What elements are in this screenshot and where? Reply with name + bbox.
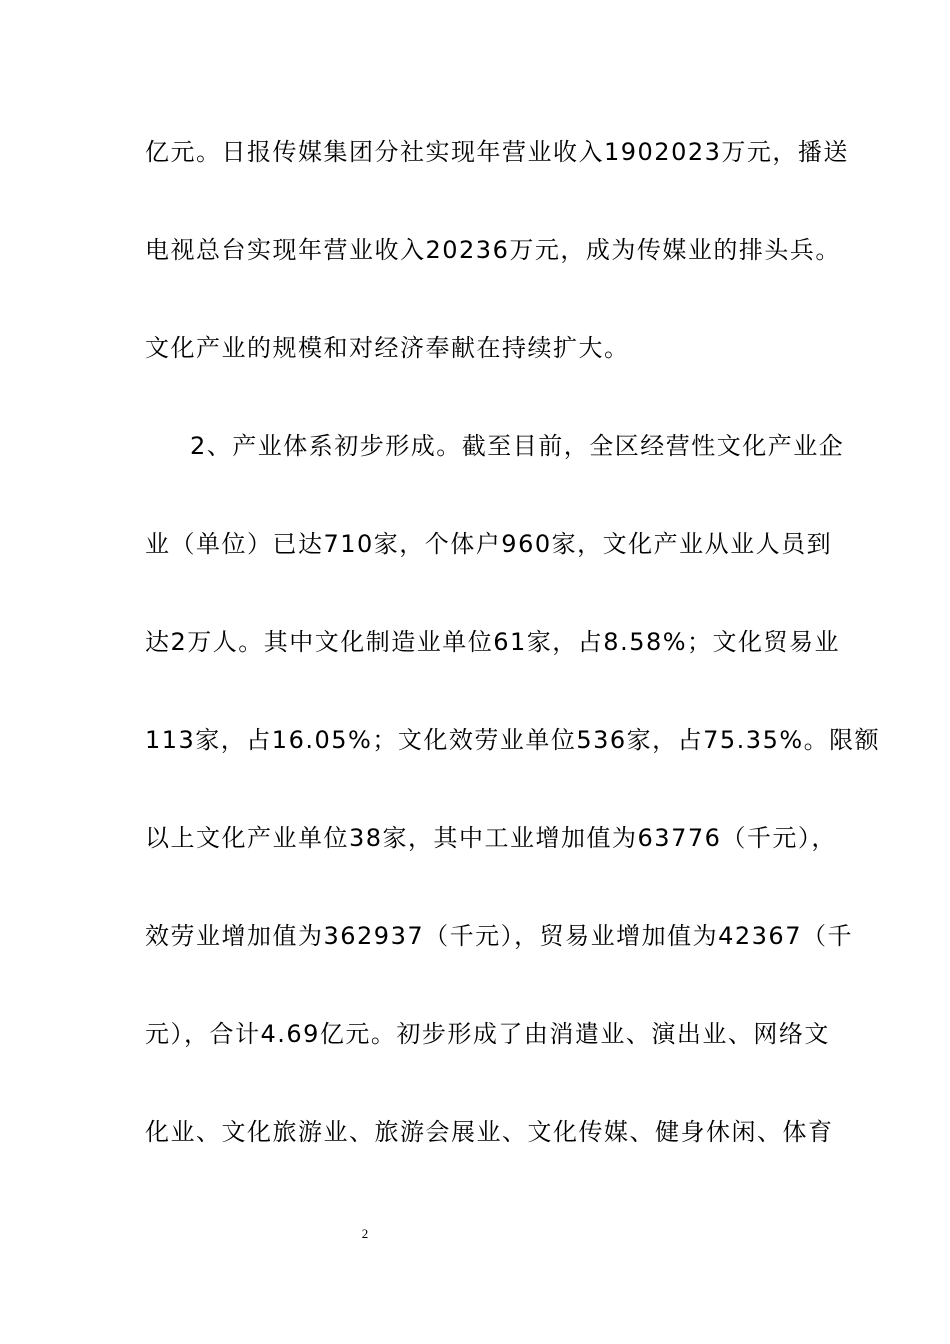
text-line: 业（单位）已达710家，个体户960家，文化产业从业人员到 bbox=[145, 530, 833, 558]
text-line: 文化产业的规模和对经济奉献在持续扩大。 bbox=[145, 334, 630, 362]
text-line: 达2万人。其中文化制造业单位61家，占8.58%；文化贸易业 bbox=[145, 628, 841, 656]
text-line: 电视总台实现年营业收入20236万元，成为传媒业的排头兵。 bbox=[145, 236, 841, 264]
page-number: 2 bbox=[361, 1226, 369, 1241]
text-line: 化业、文化旅游业、旅游会展业、文化传媒、健身休闲、体育 bbox=[145, 1118, 834, 1146]
text-line: 以上文化产业单位38家，其中工业增加值为63776（千元）， bbox=[145, 824, 837, 852]
text-line: 元），合计4.69亿元。初步形成了由消遣业、演出业、网络文 bbox=[145, 1020, 830, 1048]
text-line: 113家，占16.05%；文化效劳业单位536家，占75.35%。限额 bbox=[145, 726, 881, 754]
text-line: 效劳业增加值为362937（千元），贸易业增加值为42367（千 bbox=[145, 922, 853, 950]
text-line: 亿元。日报传媒集团分社实现年营业收入1902023万元，播送 bbox=[145, 138, 849, 166]
paragraph-start-line: 2、产业体系初步形成。截至目前，全区经营性文化产业企 bbox=[190, 432, 845, 460]
